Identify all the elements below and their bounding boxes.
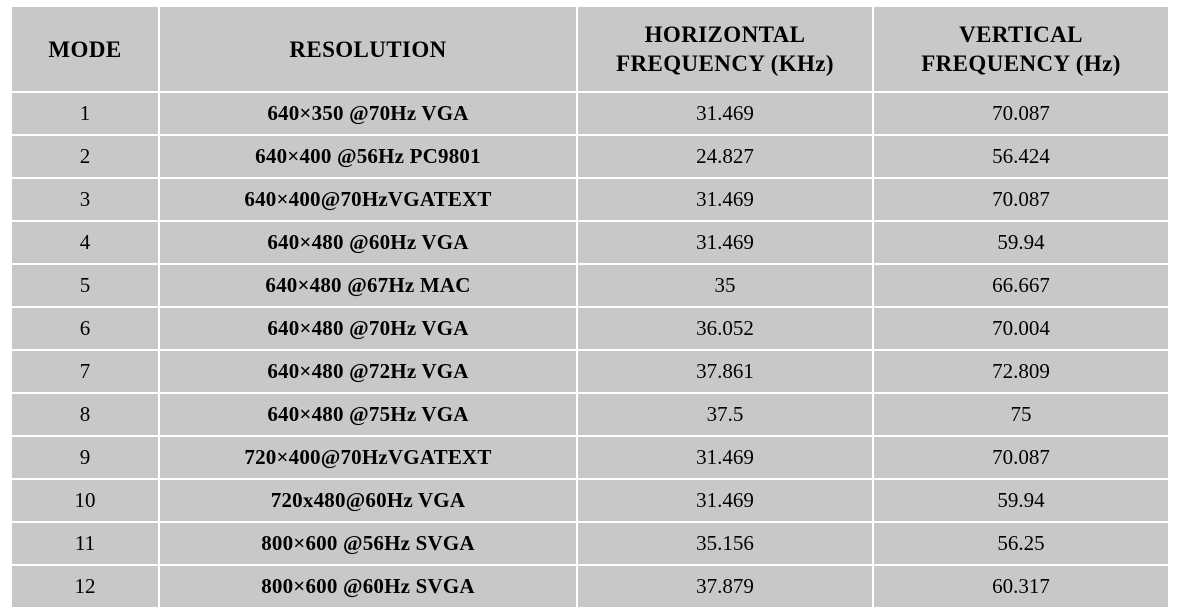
cell-vertical-frequency: 72.809 bbox=[873, 350, 1169, 393]
cell-resolution: 800×600 @60Hz SVGA bbox=[159, 565, 577, 608]
cell-vertical-frequency: 60.317 bbox=[873, 565, 1169, 608]
table-row bbox=[11, 135, 1169, 178]
table-row bbox=[11, 264, 1169, 307]
table-row bbox=[11, 92, 1169, 135]
cell-horizontal-frequency: 31.469 bbox=[577, 178, 873, 221]
cell-resolution: 640×480 @72Hz VGA bbox=[159, 350, 577, 393]
cell-resolution: 640×480 @70Hz VGA bbox=[159, 307, 577, 350]
cell-mode: 4 bbox=[11, 221, 159, 264]
column-header-horizontal-frequency-line-1: HORIZONTAL bbox=[644, 22, 806, 47]
cell-horizontal-frequency: 36.052 bbox=[577, 307, 873, 350]
column-header-resolution bbox=[159, 6, 577, 92]
cell-mode: 2 bbox=[11, 135, 159, 178]
cell-resolution: 640×350 @70Hz VGA bbox=[159, 92, 577, 135]
cell-vertical-frequency: 70.087 bbox=[873, 436, 1169, 479]
display-modes-table-container bbox=[0, 5, 1180, 599]
table-row bbox=[11, 479, 1169, 522]
cell-vertical-frequency: 70.087 bbox=[873, 92, 1169, 135]
cell-horizontal-frequency: 35 bbox=[577, 264, 873, 307]
cell-horizontal-frequency: 37.5 bbox=[577, 393, 873, 436]
cell-mode: 1 bbox=[11, 92, 159, 135]
cell-mode: 3 bbox=[11, 178, 159, 221]
column-header-horizontal-frequency-line-2: FREQUENCY (KHz) bbox=[616, 51, 834, 76]
table-row bbox=[11, 221, 1169, 264]
cell-horizontal-frequency: 37.861 bbox=[577, 350, 873, 393]
column-header-vertical-frequency-line-1: VERTICAL bbox=[959, 22, 1083, 47]
table-row bbox=[11, 565, 1169, 608]
cell-resolution: 640×480 @75Hz VGA bbox=[159, 393, 577, 436]
cell-mode: 8 bbox=[11, 393, 159, 436]
cell-resolution: 640×480 @60Hz VGA bbox=[159, 221, 577, 264]
cell-resolution: 720x480@60Hz VGA bbox=[159, 479, 577, 522]
table-header bbox=[11, 6, 1169, 92]
cell-horizontal-frequency: 35.156 bbox=[577, 522, 873, 565]
column-header-mode bbox=[11, 6, 159, 92]
cell-resolution: 640×400@70HzVGATEXT bbox=[159, 178, 577, 221]
cell-mode: 12 bbox=[11, 565, 159, 608]
cell-horizontal-frequency: 24.827 bbox=[577, 135, 873, 178]
cell-vertical-frequency: 59.94 bbox=[873, 479, 1169, 522]
cell-vertical-frequency: 70.004 bbox=[873, 307, 1169, 350]
cell-resolution: 640×480 @67Hz MAC bbox=[159, 264, 577, 307]
cell-horizontal-frequency: 31.469 bbox=[577, 479, 873, 522]
table-row bbox=[11, 178, 1169, 221]
cell-vertical-frequency: 66.667 bbox=[873, 264, 1169, 307]
cell-horizontal-frequency: 37.879 bbox=[577, 565, 873, 608]
cell-horizontal-frequency: 31.469 bbox=[577, 436, 873, 479]
table-body bbox=[11, 92, 1169, 608]
column-header-resolution-line-1: RESOLUTION bbox=[289, 36, 447, 62]
cell-mode: 6 bbox=[11, 307, 159, 350]
table-row bbox=[11, 436, 1169, 479]
cell-vertical-frequency: 59.94 bbox=[873, 221, 1169, 264]
cell-mode: 10 bbox=[11, 479, 159, 522]
cell-resolution: 720×400@70HzVGATEXT bbox=[159, 436, 577, 479]
cell-resolution: 640×400 @56Hz PC9801 bbox=[159, 135, 577, 178]
cell-mode: 9 bbox=[11, 436, 159, 479]
cell-vertical-frequency: 56.25 bbox=[873, 522, 1169, 565]
table-row bbox=[11, 307, 1169, 350]
table-row bbox=[11, 522, 1169, 565]
cell-vertical-frequency: 75 bbox=[873, 393, 1169, 436]
display-modes-table bbox=[10, 5, 1170, 609]
column-header-mode-line-1: MODE bbox=[48, 36, 122, 62]
cell-mode: 5 bbox=[11, 264, 159, 307]
cell-vertical-frequency: 70.087 bbox=[873, 178, 1169, 221]
table-header-row bbox=[11, 6, 1169, 92]
cell-vertical-frequency: 56.424 bbox=[873, 135, 1169, 178]
cell-horizontal-frequency: 31.469 bbox=[577, 221, 873, 264]
cell-mode: 7 bbox=[11, 350, 159, 393]
cell-horizontal-frequency: 31.469 bbox=[577, 92, 873, 135]
table-row bbox=[11, 350, 1169, 393]
table-row bbox=[11, 393, 1169, 436]
column-header-vertical-frequency bbox=[873, 6, 1169, 92]
cell-resolution: 800×600 @56Hz SVGA bbox=[159, 522, 577, 565]
column-header-vertical-frequency-line-2: FREQUENCY (Hz) bbox=[921, 51, 1121, 76]
cell-mode: 11 bbox=[11, 522, 159, 565]
column-header-horizontal-frequency bbox=[577, 6, 873, 92]
